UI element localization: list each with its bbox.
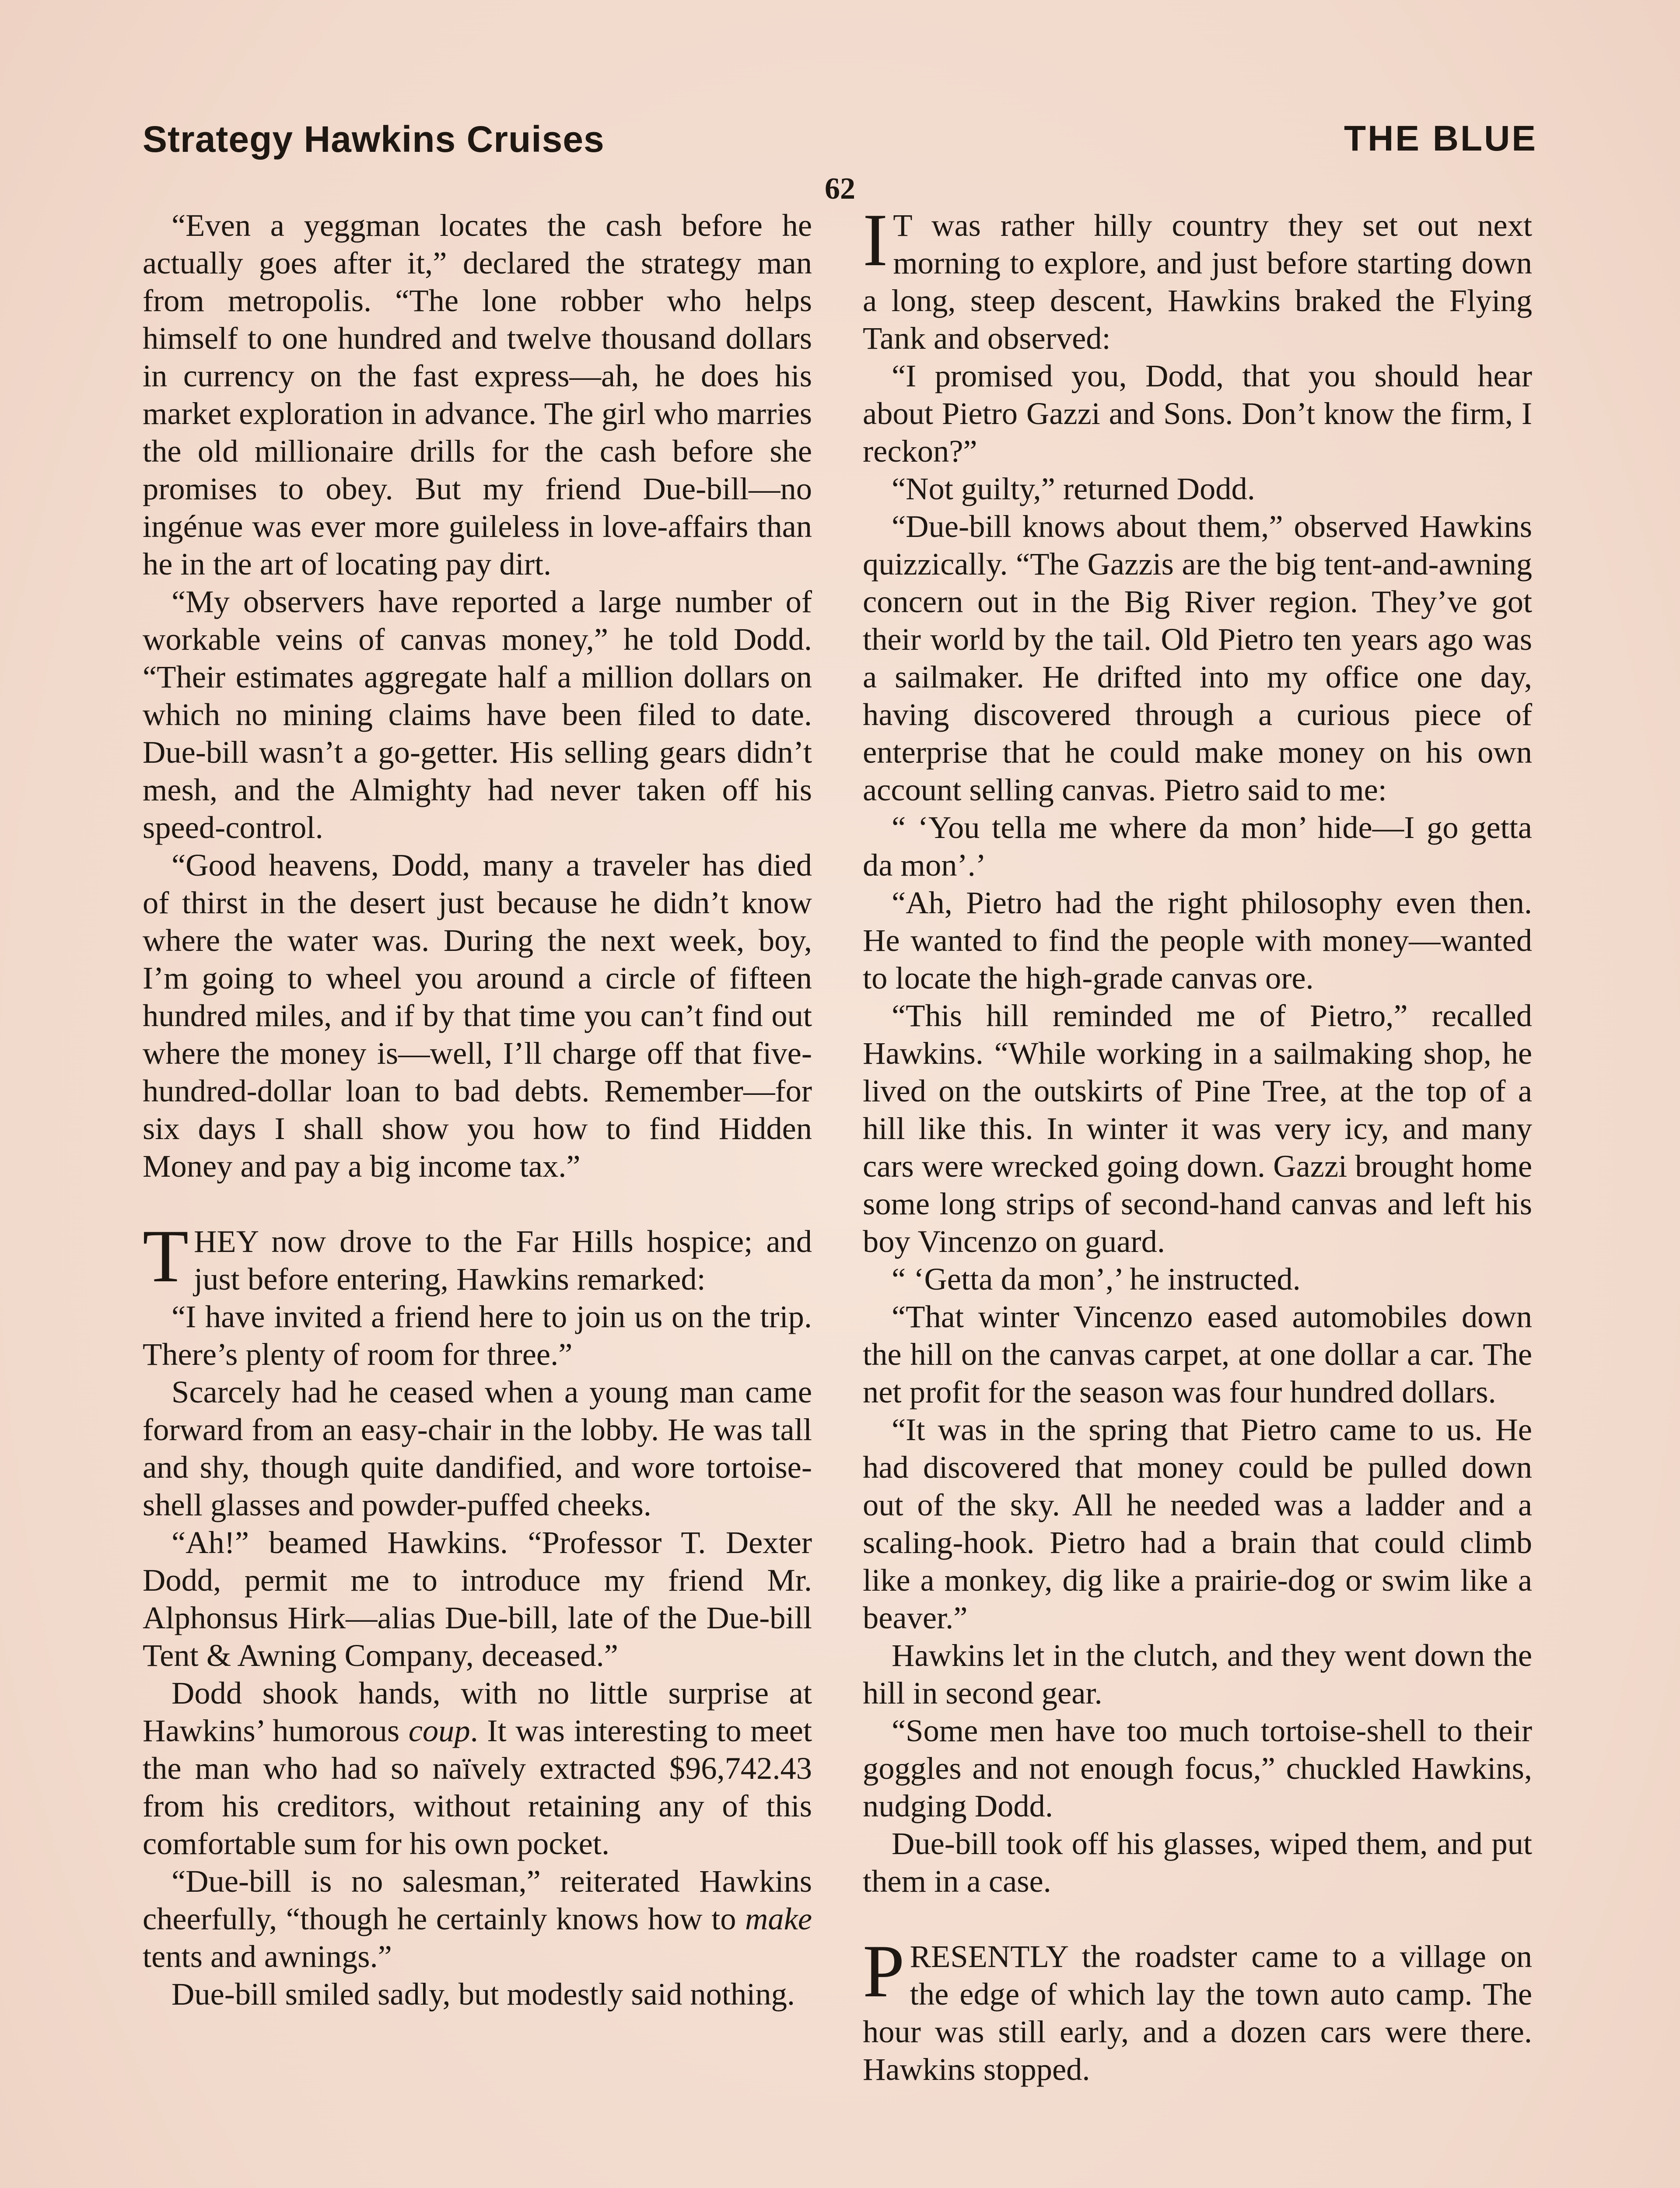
text-run: “Due-bill is no salesman,” reiterated Hawkins cheerfully, “though he certainly knows how to — [143, 1863, 812, 1936]
section-text: T was rather hilly country they set out next morning to explore, and just before starting down a long, steep descent, Hawkins braked the Flying Tank and observed: — [863, 207, 1532, 356]
drop-cap: T — [143, 1215, 189, 1298]
drop-cap: I — [863, 199, 888, 282]
paragraph: “That winter Vincenzo eased automobiles down the hill on the canvas carpet, at one dollar a car. The net profit for the season was four hundred dollars. — [863, 1299, 1532, 1410]
running-head — [143, 118, 1537, 166]
paragraph: “I have invited a friend here to join us on the trip. There’s plenty of room for three.” — [143, 1299, 812, 1372]
italic-text: coup — [408, 1713, 470, 1748]
paragraph: “Due-bill knows about them,” observed Hawkins quizzically. “The Gazzis are the big tent-and-awning concern out in the Big River region. They’ve got their world by the tail. Old Pietro ten years ago was a sailmaker. He drifted into my office one day, having discovered through a curious piece of enterprise that he could make money on his own account selling canvas. Pietro said to me: — [863, 508, 1532, 807]
paragraph: “This hill reminded me of Pietro,” recalled Hawkins. “While working in a sailmaking shop, he lived on the outskirts of Pine Tree, at the top of a hill like this. In winter it was very icy, and many cars were wrecked going down. Gazzi brought home some long strips of second-hand canvas and left his boy Vincenzo on guard. — [863, 998, 1533, 1259]
paragraph: “Some men have too much tortoise-shell to their goggles and not enough focus,” chuckled Hawkins, nudging Dodd. — [863, 1713, 1532, 1823]
paragraph: Due-bill took off his glasses, wiped them, and put them in a case. — [863, 1826, 1532, 1899]
paragraph — [143, 1862, 812, 1975]
section-text: HEY now drove to the Far Hills hospice; and just before entering, Hawkins remarked: — [194, 1224, 812, 1297]
page-number: 62 — [825, 172, 855, 206]
paragraph: “Good heavens, Dodd, many a traveler has died of thirst in the desert just because he didn’t know where the water was. During the next week, boy, I’m going to wheel you around a circle of fifteen hundred miles, and if by that time you can’t find out where the money is—well, I’ll charge off that five-hundred-dollar loan to bad debts. Remember—for six days I shall show you how to find Hidden Money and pay a big income tax.” — [143, 847, 812, 1184]
paragraph: Due-bill smiled sadly, but modestly said nothing. — [172, 1976, 795, 2012]
italic-text: make — [745, 1901, 812, 1936]
left-column — [143, 207, 812, 2013]
paragraph: “I promised you, Dodd, that you should hear about Pietro Gazzi and Sons. Don’t know the firm, I reckon?” — [863, 358, 1532, 469]
paragraph: “ ‘Getta da mon’,’ he instructed. — [892, 1261, 1301, 1297]
section-opening-paragraph — [863, 1930, 1532, 2088]
paragraph: “It was in the spring that Pietro came to us. He had discovered that money could be pulled down out of the sky. All he needed was a ladder and a scaling-hook. Pietro had a brain that could climb like a monkey, dig like a prairie-dog or swim like a beaver.” — [863, 1412, 1532, 1635]
section-opening-paragraph — [143, 1215, 812, 1298]
paragraph: “Not guilty,” returned Dodd. — [892, 471, 1255, 506]
text-run: tents and awnings.” — [143, 1939, 392, 1974]
right-column — [863, 199, 1533, 2088]
paragraph: “My observers have reported a large number of workable veins of canvas money,” he told Dodd. “Their estimates aggregate half a million dollars on which no mining claims have been filed to date. Due-bill wasn’t a go-getter. His selling gears didn’t mesh, and the Almighty had never taken off his speed-control. — [143, 584, 812, 845]
section-opening-paragraph — [863, 199, 1532, 357]
paragraph: “ ‘You tella me where da mon’ hide—I go getta da mon’.’ — [863, 810, 1532, 883]
paragraph: Scarcely had he ceased when a young man came forward from an easy-chair in the lobby. He was tall and shy, though quite dandified, and wore tortoise-shell glasses and powder-puffed cheeks. — [143, 1374, 812, 1522]
paragraph: “Even a yeggman locates the cash before he actually goes after it,” declared the strategy man from metropolis. “The lone robber who helps himself to one hundred and twelve thousand dollars in currency on the fast express—ah, he does his market exploration in advance. The girl who marries the old millionaire drills for the cash before she promises to obey. But my friend Due-bill—no ingénue was ever more guileless in love-affairs than he in the art of locating pay dirt. — [143, 207, 812, 582]
paragraph — [143, 1674, 812, 1862]
magazine-name: THE BLUE — [1344, 119, 1537, 158]
section-text: RESENTLY the roadster came to a village on the edge of which lay the town auto camp. The hour was still early, and a dozen cars were there. Hawkins stopped. — [863, 1939, 1532, 2087]
text-run: Dodd shook hands, with no little surprise at Hawkins’ humorous — [143, 1675, 812, 1748]
drop-cap: P — [863, 1930, 905, 2013]
story-title: Strategy Hawkins Cruises — [143, 119, 605, 160]
paragraph: “Ah!” beamed Hawkins. “Professor T. Dexter Dodd, permit me to introduce my friend Mr. Alphonsus Hirk—alias Due-bill, late of the Due-bill Tent & Awning Company, deceased.” — [143, 1525, 812, 1673]
paragraph: Hawkins let in the clutch, and they went down the hill in second gear. — [863, 1637, 1532, 1711]
paragraph: “Ah, Pietro had the right philosophy even then. He wanted to find the people with money—wanted to locate the high-grade canvas ore. — [863, 885, 1532, 996]
text-run: . It was interesting to meet the man who had so naïvely extracted $96,742.43 from his creditors, without retaining any of this comfortable sum for his own pocket. — [143, 1713, 812, 1861]
